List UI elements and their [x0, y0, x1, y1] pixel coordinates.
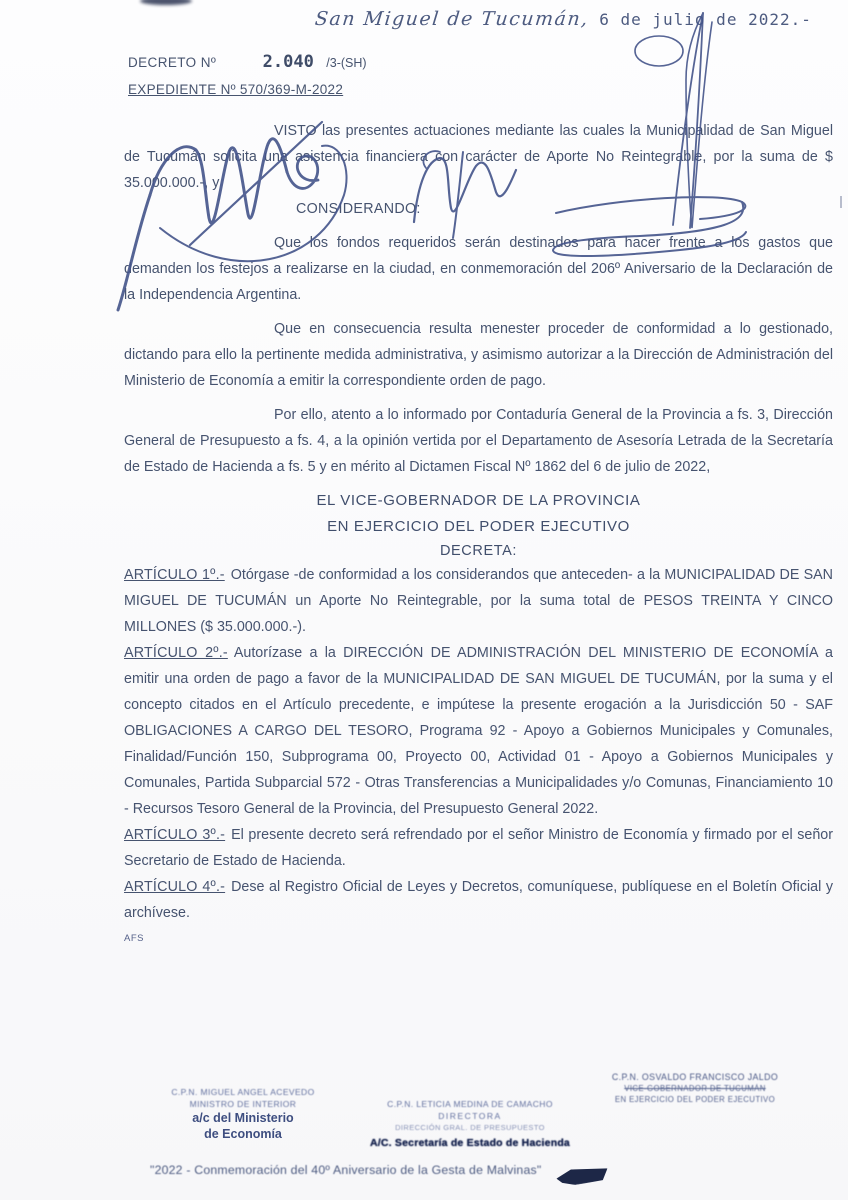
signature-block-vice-governor: [575, 1072, 815, 1105]
article-3: [124, 822, 833, 874]
decreta-heading: DECRETA:: [439, 543, 518, 559]
article-2-label: ARTÍCULO 2º.-: [124, 645, 228, 661]
director-title: DIRECTORA: [438, 1111, 502, 1121]
drafter-initials: AFS: [124, 933, 144, 944]
considerando-paragraph-1: Que los fondos requeridos serán destinados para hacer frente a los gastos que demanden los festejos a realizarse en la ciudad, en conmemoración del 206º Aniversario de la Declaración de la Independencia Argentina.: [124, 235, 833, 303]
article-4-label: ARTÍCULO 4º.-: [124, 879, 226, 895]
article-1: [124, 562, 833, 640]
article-1-label: ARTÍCULO 1º.-: [124, 567, 225, 583]
considerando-paragraph-3: Por ello, atento a lo informado por Contaduría General de la Provincia a fs. 3, Dirección General de Presupuesto a fs. 4, a la opinión vertida por el Departamento de Asesoría Letrada de la Secretaría de Estado de Hacienda a fs. 5 y en mérito al Dictamen Fiscal Nº 1862 del 6 de julio de 2022,: [124, 407, 833, 475]
director-office: DIRECCIÓN GRAL. DE PRESUPUESTO: [395, 1123, 545, 1132]
decree-number: 2.040: [262, 52, 314, 72]
considerando-paragraph-2: Que en consecuencia resulta menester proceder de conformidad a lo gestionado, dictando para ello la pertinente medida administrativa, y asimismo autorizar a la Dirección de Administración del Ministerio de Economía a emitir la correspondiente orden de pago.: [124, 321, 833, 389]
dateline-place: San Miguel de Tucumán,: [313, 8, 590, 30]
file-number: EXPEDIENTE Nº 570/369-M-2022: [128, 82, 344, 97]
dateline: [315, 8, 812, 30]
decree-header: [128, 52, 367, 72]
article-3-text: El presente decreto será refrendado por el señor Ministro de Economía y firmado por el señor Secretario de Estado de Hacienda.: [124, 827, 833, 869]
vice-governor-name: C.P.N. OSVALDO FRANCISCO JALDO: [611, 1072, 779, 1082]
visto-paragraph: VISTO las presentes actuaciones mediante las cuales la Municipalidad de San Miguel de Tucumán solicita una asistencia financiera con carácter de Aporte No Reintegrable, por la suma de $ 35.000.000.-, y: [124, 123, 833, 191]
minister-role-line2: de Economía: [204, 1127, 282, 1141]
document-body: [124, 118, 833, 952]
signature-block-director: [350, 1098, 590, 1149]
authority-line-2: EN EJERCICIO DEL PODER EJECUTIVO: [327, 518, 630, 535]
article-2: [124, 640, 833, 822]
considerando-heading: CONSIDERANDO:: [296, 201, 421, 217]
article-4: [124, 874, 833, 926]
article-4-text: Dese al Registro Oficial de Leyes y Decretos, comuníquese, publíquese en el Boletín Oficial y archívese.: [124, 879, 833, 921]
minister-title: MINISTRO DE INTERIOR: [189, 1099, 297, 1109]
article-2-text: Autorízase a la DIRECCIÓN DE ADMINISTRACIÓN DEL MINISTERIO DE ECONOMÍA a emitir una orden de pago a favor de la MUNICIPALIDAD DE SAN MIGUEL DE TUCUMÁN, por la suma y el concepto citados en el Artículo precedente, e impútese la presente erogación a la Jurisdicción 50 - SAF OBLIGACIONES A CARGO DEL TESORO, Programa 92 - Apoyo a Gobiernos Municipales y Comunales, Finalidad/Función 150, Subprograma 00, Proyecto 00, Actividad 01 - Apoyo a Gobiernos Municipales y Comunales, Partida Subparcial 572 - Otras Transferencias a Municipalidades y/o Comunas, Financiamiento 10 - Recursos Tesoro General de la Provincia, del Presupuesto General 2022.: [124, 645, 833, 817]
footer-motto: "2022 - Conmemoración del 40º Aniversario de la Gesta de Malvinas": [150, 1163, 542, 1177]
dateline-date: 6 de julio de 2022.-: [599, 10, 812, 29]
minister-name: C.P.N. MIGUEL ANGEL ACEVEDO: [171, 1087, 315, 1097]
decree-suffix: /3-(SH): [326, 56, 367, 70]
director-name: C.P.N. LETICIA MEDINA DE CAMACHO: [387, 1099, 553, 1109]
article-1-text: Otórgase -de conformidad a los considerandos que anteceden- a la MUNICIPALIDAD DE SAN MIGUEL DE TUCUMÁN un Aporte No Reintegrable, por la suma total de PESOS TREINTA Y CINCO MILLONES ($ 35.000.000.-).: [124, 567, 833, 635]
authority-line-1: EL VICE-GOBERNADOR DE LA PROVINCIA: [316, 492, 641, 509]
article-3-label: ARTÍCULO 3º.-: [124, 827, 226, 843]
vice-governor-subtitle: EN EJERCICIO DEL PODER EJECUTIVO: [614, 1095, 776, 1104]
minister-role-line1: a/c del Ministerio: [192, 1111, 294, 1125]
director-stamp: A/C. Secretaría de Estado de Hacienda: [370, 1137, 570, 1149]
scan-artifact-tick: [840, 196, 842, 208]
vice-governor-title: VICE-GOBERNADOR DE TUCUMÁN: [624, 1084, 766, 1093]
signature-block-minister: [118, 1086, 368, 1142]
decree-label: DECRETO Nº: [128, 55, 217, 70]
